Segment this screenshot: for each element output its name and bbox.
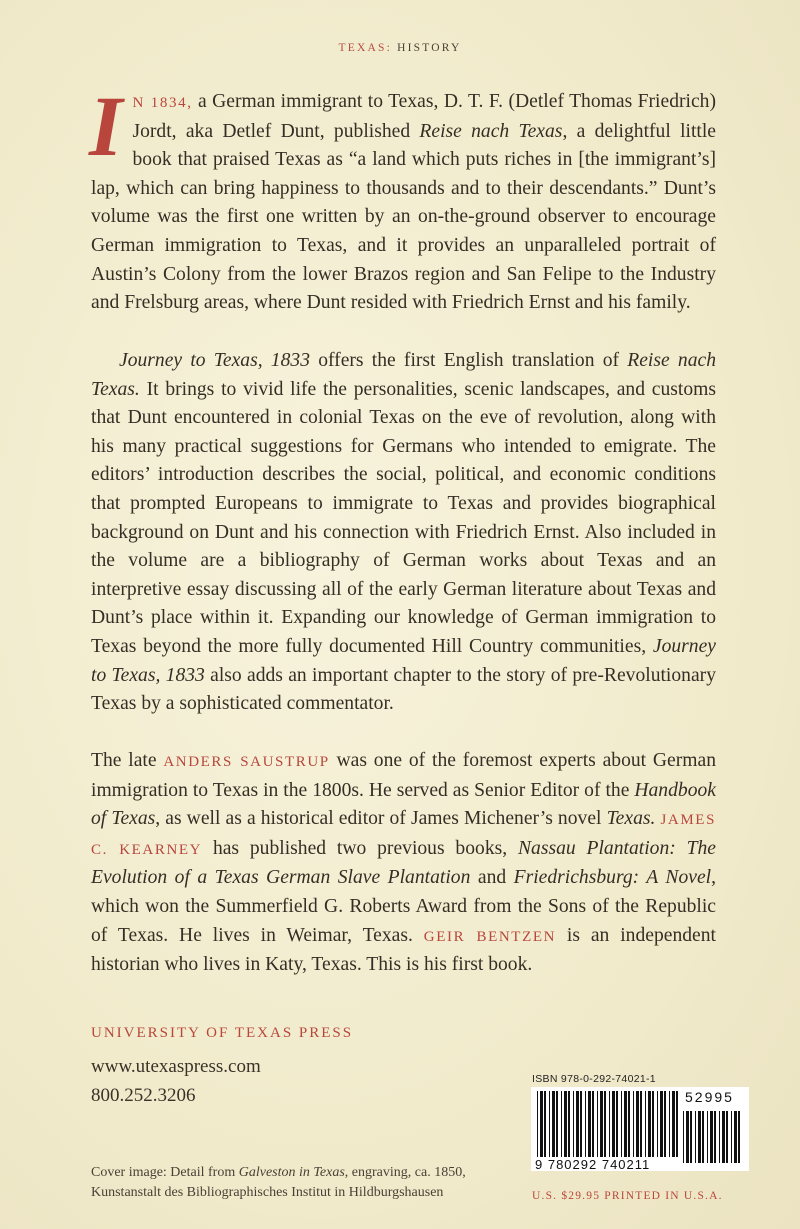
publisher-name: UNIVERSITY OF TEXAS PRESS [91,1025,354,1041]
credit-text-a: Cover image: Detail from [91,1165,239,1180]
authors-text-g: , which won the Summerfield G. Roberts Award from the Sons of the Republic of Texas. He lives in Weimar, Texas. [91,867,716,946]
category-prefix: TEXAS: [338,42,392,54]
credit-title: Galveston in Texas [238,1165,345,1180]
publisher-website: www.utexaspress.com [91,1056,261,1077]
desc-text-a: offers the first English translation of [310,350,628,371]
authors-text-f: and [470,867,514,889]
author-name-bentzen: GEIR BENTZEN [423,928,557,945]
barcode-stripe [576,1091,579,1157]
barcode-stripe [640,1091,642,1157]
barcode-stripe [698,1111,701,1163]
barcode-stripe [604,1091,606,1157]
barcode-stripe [714,1111,716,1163]
barcode-stripe [695,1111,696,1163]
credit-text-b: , engraving, ca. 1850, Kunstanstalt des Bibliographisches Institut in Hildburgshausen [91,1165,466,1200]
barcode-stripe [722,1111,725,1163]
barcode-stripe [585,1091,586,1157]
barcode-stripe [544,1091,546,1157]
author-name-kearney: JAMES C. KEARNEY [91,812,717,858]
intro-title-a: Reise nach Texas [419,120,563,142]
barcode-stripe [568,1091,570,1157]
barcode-stripe [592,1091,594,1157]
authors-text-e: has published two previous books, [202,837,518,859]
authors-text-h: is an independent historian who lives in Katy, Texas. This is his first book. [91,924,716,976]
barcode-stripe [588,1091,591,1157]
authors-text-b: was one of the foremost experts about German immigration to Texas in the 1800s. He served as Senior Editor of the [91,750,717,801]
barcode-stripe [645,1091,646,1157]
desc-title-a: Journey to Texas, 1833 [119,350,310,371]
desc-text-c: also adds an important chapter to the story of pre-Revolutionary Texas by a sophisticated commentator. [91,664,716,715]
barcode-stripe [580,1091,582,1157]
barcode-stripe [549,1091,550,1157]
drop-cap: I [89,78,123,174]
authors-title-nassau: Nassau Plantation: The Evolution of a Texas German Slave Plantation [91,837,716,889]
barcode-stripe [672,1091,675,1157]
barcode-stripe [702,1111,704,1163]
authors-text-a: The late [91,750,164,771]
authors-title-texas: Texas. [606,808,656,830]
barcode-bars [537,1091,679,1157]
barcode-stripe [552,1091,555,1157]
barcode-stripe [726,1111,728,1163]
authors-text-c: , as well as a historical editor of James Michener’s novel [155,808,607,830]
barcode-stripe [612,1091,615,1157]
barcode [531,1087,749,1171]
barcode-stripe [657,1091,658,1157]
intro-paragraph [89,78,716,318]
barcode-stripe [609,1091,610,1157]
barcode-stripe [540,1091,543,1157]
desc-title-c: Journey to Texas, 1833 [91,635,716,686]
desc-title-b: Reise nach Texas. [91,350,717,400]
barcode-stripe [621,1091,622,1157]
authors-title-friedrichsburg: Friedrichsburg: A Novel [513,867,712,889]
isbn-label: ISBN 978-0-292-74021-1 [532,1073,656,1085]
barcode-stripe [652,1091,654,1157]
category-suffix: HISTORY [397,42,462,54]
barcode-stripe [633,1091,634,1157]
barcode-addon-bars [683,1111,741,1163]
cover-credit [91,1163,481,1202]
desc-text-b: It brings to vivid life the personalities, scenic landscapes, and customs that Dunt encountered in colonial Texas on the eve of revolution, along with his many practical suggestions for Germans who intended to emigrate. The editors’ introduction describes the social, political, and economic conditions that prompted Europeans to immigrate to Texas and provides biographical background on Dunt and his connection with Friedrich Ernst. Also included in the volume are a bibliography of German works about Texas and an interpretive essay discussing all of the early German literature about Texas and Dunt’s place within it. Expanding our knowledge of German immigration to Texas beyond the more fully documented Hill Country communities, [91,378,716,657]
barcode-stripe [628,1091,630,1157]
authors-paragraph [91,747,716,980]
description-paragraph [91,347,716,719]
barcode-stripe [561,1091,562,1157]
barcode-stripe [597,1091,598,1157]
barcode-stripe [556,1091,558,1157]
price-line: U.S. $29.95 PRINTED IN U.S.A. [532,1190,723,1202]
author-name-saustrup: ANDERS SAUSTRUP [163,754,330,770]
barcode-digits: 9 780292 740211 [535,1157,651,1172]
intro-text-b: , a delightful little book that praised Texas as “a land which puts riches in [the immigrant’s] lap, which can bring happiness to thousands and to their descendants.” Dunt’s volume was the first one written by an on-the-ground observer to encourage German immigration to Texas, and it provides an unparalleled portrait of Austin’s Colony from the lower Brazos region and San Felipe to the Industry and Frelsburg areas, where Dunt resided with Friedrich Ernst and his family. [91,120,716,314]
barcode-stripe [738,1111,740,1163]
barcode-stripe [719,1111,720,1163]
barcode-stripe [669,1091,670,1157]
barcode-stripe [600,1091,603,1157]
barcode-stripe [660,1091,663,1157]
barcode-stripe [676,1091,678,1157]
barcode-stripe [636,1091,639,1157]
authors-title-handbook: Handbook of Texas [91,779,716,830]
intro-lead: N 1834, [132,95,193,111]
barcode-stripe [537,1091,538,1157]
barcode-stripe [564,1091,567,1157]
barcode-stripe [734,1111,737,1163]
barcode-stripe [573,1091,574,1157]
barcode-stripe [648,1091,651,1157]
barcode-stripe [707,1111,708,1163]
category-label [0,42,800,54]
barcode-stripe [686,1111,689,1163]
barcode-stripe [624,1091,627,1157]
intro-text-a: a German immigrant to Texas, D. T. F. (Detlef Thomas Friedrich) Jordt, aka Detlef Dunt, published [132,91,716,142]
barcode-stripe [710,1111,713,1163]
barcode-stripe [683,1111,684,1163]
publisher-phone: 800.252.3206 [91,1085,196,1106]
barcode-addon-digits: 52995 [685,1089,734,1105]
barcode-stripe [664,1091,666,1157]
barcode-stripe [616,1091,618,1157]
barcode-stripe [690,1111,692,1163]
barcode-stripe [731,1111,732,1163]
